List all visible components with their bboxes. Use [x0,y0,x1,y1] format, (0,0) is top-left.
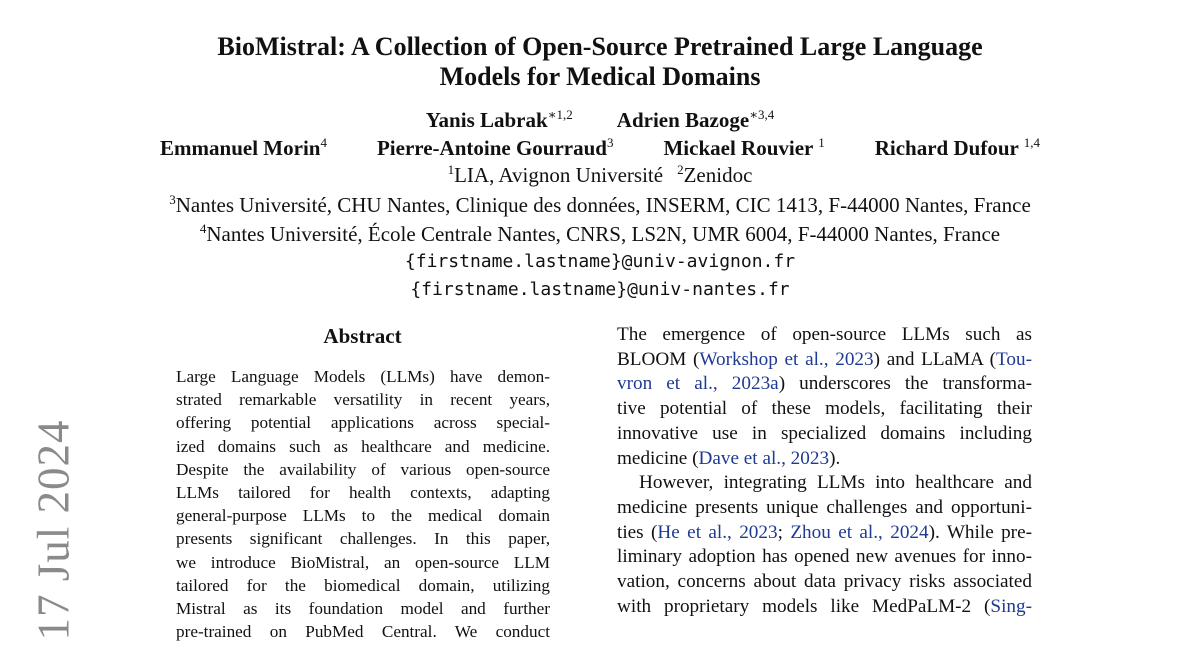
intro-line: However, integrating LLMs into healthcare and [639,472,1032,494]
author-mark: 1,4 [1023,135,1040,150]
author-name: Richard Dufour [874,136,1019,160]
citation-link-touvron[interactable]: Tou- [996,348,1033,370]
author-name: Yanis Labrak [425,108,548,132]
paper-title [150,32,1050,92]
abstract-line: presents significant challenges. In this paper, [176,529,550,549]
citation-link-he[interactable]: He et al., 2023 [657,521,778,543]
abstract-line: offering potential applications across special- [176,413,550,433]
abstract-line: pre-trained on PubMed Central. We conduct [176,622,550,642]
author [617,108,775,132]
intro-line: ties (He et al., 2023; Zhou et al., 2024). While pre- [617,521,1032,543]
abstract-line: we introduce BioMistral, an open-source LLM [176,552,550,572]
intro-line: The emergence of open-source LLMs such as [617,324,1032,345]
title-line-2: Models for Medical Domains [439,62,761,91]
author-mark: ∗1,2 [547,107,573,122]
introduction-column [617,323,1032,619]
abstract-line: tailored for the biomedical domain, utilizing [176,575,550,595]
affiliation-text: Nantes Université, École Centrale Nantes, CNRS, LS2N, UMR 6004, F-44000 Nantes, France [206,222,1001,246]
citation-link-dave[interactable]: Dave et al., 2023 [698,447,830,469]
intro-line: tive potential of these models, facilitating their [617,398,1032,420]
intro-line: vron et al., 2023a) underscores the transforma- [617,373,1032,395]
arxiv-date-text: 17 Jul 2024 [28,419,79,641]
author-name: Mickael Rouvier [663,136,813,160]
affiliation-line-1 [0,163,1200,187]
affiliation-mark: 2 [677,162,684,177]
email-nantes: {firstname.lastname}@univ-nantes.fr [410,279,790,300]
affiliation-text: LIA, Avignon Université [454,163,664,187]
abstract-line: ized domains such as healthcare and medicine. [176,436,550,456]
author-mark: 4 [320,135,327,150]
authors-row-2 [0,136,1200,160]
author-mark: 1 [818,135,825,150]
author-mark: 3 [606,135,614,150]
arxiv-date-stamp [28,419,79,641]
intro-line: vation, concerns about data privacy risks associated [617,571,1032,593]
abstract-line: general-purpose LLMs to the medical domain [176,506,550,526]
abstract-line: Large Language Models (LLMs) have demon- [176,367,550,386]
affiliation-text: Nantes Université, CHU Nantes, Clinique des données, INSERM, CIC 1413, F-44000 Nantes, France [175,193,1031,217]
title-line-1: BioMistral: A Collection of Open-Source Pretrained Large Language [217,32,983,61]
intro-line: medicine (Dave et al., 2023). [617,447,841,469]
author [160,136,327,160]
abstract-body [176,365,550,643]
affiliation-mark: 3 [169,192,176,207]
citation-link-singhal[interactable]: Sing- [990,595,1032,617]
intro-line: with proprietary models like MedPaLM-2 (Sing- [617,595,1032,617]
intro-line: medicine presents unique challenges and opportuni- [617,496,1032,518]
intro-line: liminary adoption has opened new avenues for inno- [617,546,1032,568]
author-name: Pierre-Antoine Gourraud [376,136,607,160]
abstract-line: Mistral as its foundation model and further [176,599,550,619]
intro-line: BLOOM (Workshop et al., 2023) and LLaMA (Tou- [617,348,1033,370]
affiliation-mark: 1 [447,162,455,177]
affiliation-line-2 [0,193,1200,217]
author [663,136,824,160]
affiliation-line-3 [0,222,1200,246]
author [426,108,573,132]
abstract-heading: Abstract [323,324,402,348]
citation-link-zhou[interactable]: Zhou et al., 2024 [790,521,929,543]
citation-link-workshop[interactable]: Workshop et al., 2023 [699,348,874,370]
affiliation-mark: 4 [199,221,207,236]
citation-link-touvron-cont[interactable]: vron et al., 2023a [617,373,779,395]
abstract-line: strated remarkable versatility in recent years, [176,390,550,410]
author-mark: ∗3,4 [749,107,775,122]
author [875,136,1040,160]
intro-line: innovative use in specialized domains including [617,422,1032,444]
author-name: Emmanuel Morin [160,136,321,160]
affiliation-text: Zenidoc [683,163,753,187]
email-avignon: {firstname.lastname}@univ-avignon.fr [404,251,796,272]
abstract-line: LLMs tailored for health contexts, adapting [176,483,550,503]
authors-row-1 [0,108,1200,132]
author-name: Adrien Bazoge [616,108,750,132]
author [377,136,614,160]
abstract-line: Despite the availability of various open-source [176,459,550,479]
